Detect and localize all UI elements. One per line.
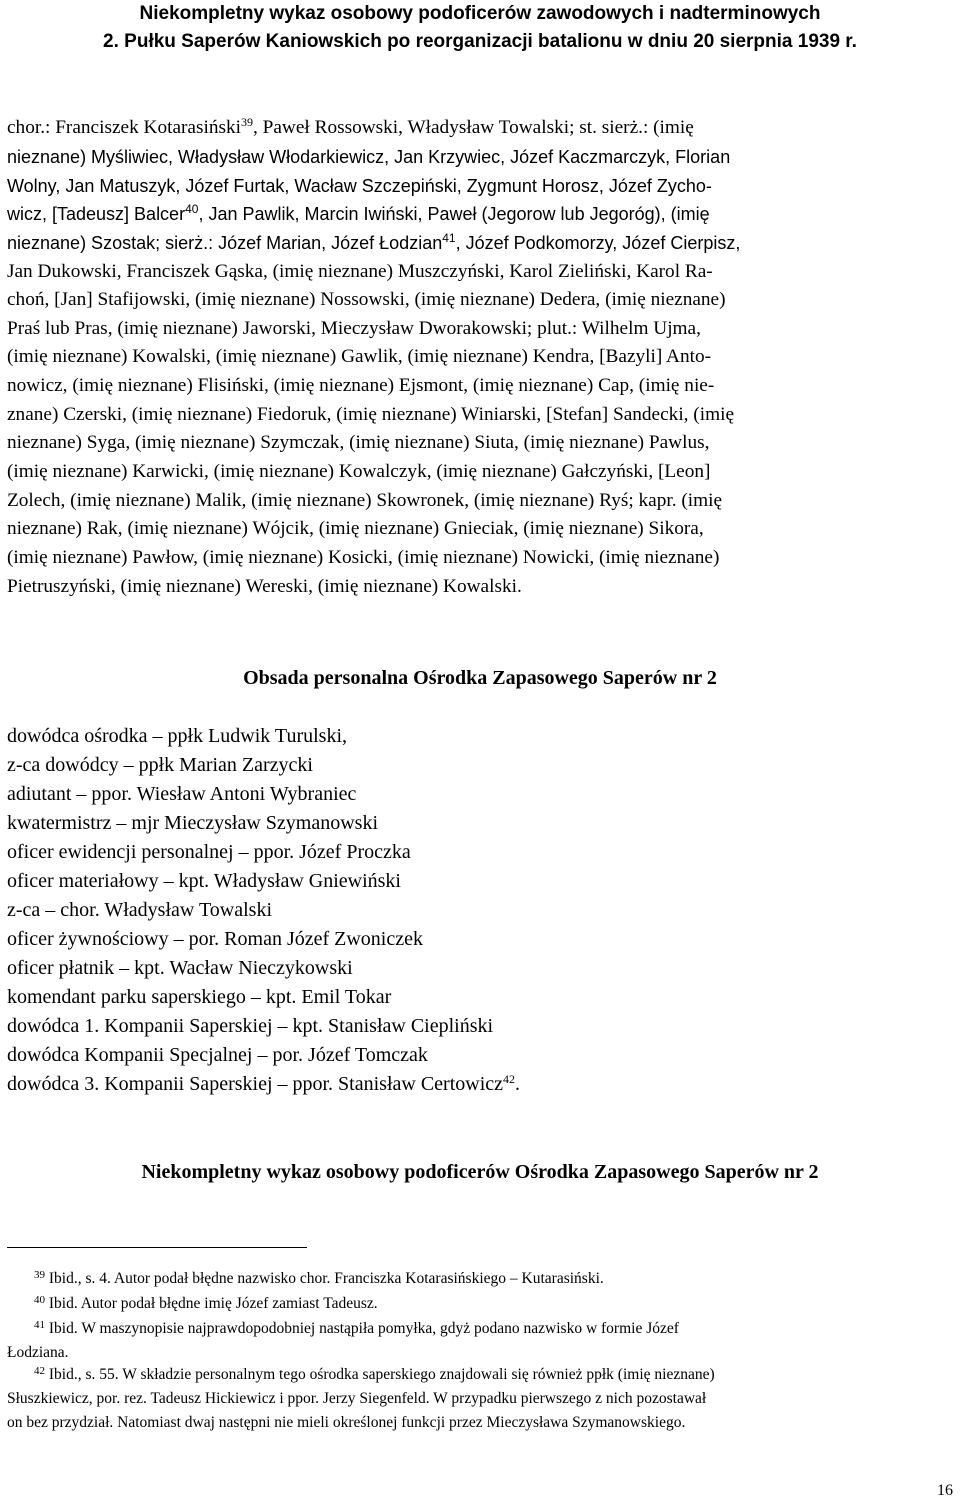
staff-item-end: . bbox=[515, 1073, 521, 1095]
paragraph-line bbox=[7, 200, 953, 229]
staff-item-text: dowódca 3. Kompanii Saperskiej – ppor. Stanisław Certowicz bbox=[7, 1073, 504, 1095]
paragraph-line: Jan Dukowski, Franciszek Gąska, (imię nieznane) Muszczyński, Karol Zieliński, Karol Ra- bbox=[7, 261, 713, 282]
footnote-number-sup: 39 bbox=[34, 1269, 45, 1281]
paragraph-text: , Paweł Rossowski, Władysław Towalski; st. sierż.: (imię bbox=[253, 117, 694, 138]
paragraph-line: Zolech, (imię nieznane) Malik, (imię nieznane) Skowronek, (imię nieznane) Ryś; kapr. (imię bbox=[7, 490, 723, 511]
footnote-text: Ibid., s. 4. Autor podał błędne nazwisko chor. Franciszka Kotarasińskiego – Kutarasiński. bbox=[48, 1270, 604, 1287]
footnote-text: Ibid., s. 55. W składzie personalnym tego ośrodka saperskiego znajdowali się również ppłk (imię nieznane) bbox=[48, 1366, 715, 1383]
page-number: 16 bbox=[937, 1482, 953, 1499]
staff-item: oficer ewidencji personalnej – ppor. Józef Proczka bbox=[7, 841, 411, 863]
footnote-41 bbox=[7, 1318, 953, 1340]
staff-item: komendant parku saperskiego – kpt. Emil Tokar bbox=[7, 986, 392, 1008]
staff-item: z-ca – chor. Władysław Towalski bbox=[7, 899, 273, 921]
paragraph-line bbox=[7, 114, 953, 143]
paragraph-text: nieznane) Szostak; sierż.: Józef Marian, Józef Łodzian bbox=[7, 233, 443, 253]
footnote-ref-41[interactable]: 41 bbox=[442, 231, 456, 245]
paragraph-line: nieznane) Myśliwiec, Władysław Włodarkiewicz, Jan Krzywiec, Józef Kaczmarczyk, Florian bbox=[7, 147, 731, 167]
staff-item: adiutant – ppor. Wiesław Antoni Wybraniec bbox=[7, 783, 357, 805]
paragraph-line: (imię nieznane) Kowalski, (imię nieznane) Gawlik, (imię nieznane) Kendra, [Bazyli] Anto- bbox=[7, 346, 712, 367]
paragraph-line: choń, [Jan] Stafijowski, (imię nieznane) Nossowski, (imię nieznane) Dedera, (imię nieznane) bbox=[7, 289, 726, 310]
paragraph-line: nieznane) Syga, (imię nieznane) Szymczak, (imię nieznane) Siuta, (imię nieznane) Pawlus, bbox=[7, 432, 710, 453]
paragraph-line: Praś lub Pras, (imię nieznane) Jaworski, Mieczysław Dworakowski; plut.: Wilhelm Ujma, bbox=[7, 318, 701, 339]
staff-list bbox=[7, 722, 907, 1099]
paragraph-line: nieznane) Rak, (imię nieznane) Wójcik, (imię nieznane) Gnieciak, (imię nieznane) Sikora, bbox=[7, 518, 704, 539]
footnote-ref-40[interactable]: 40 bbox=[185, 202, 199, 216]
staff-item: oficer materiałowy – kpt. Władysław Gniewiński bbox=[7, 870, 401, 892]
footnote-number-sup: 40 bbox=[34, 1294, 45, 1306]
footnote-42 bbox=[7, 1364, 953, 1386]
paragraph-line: Pietruszyński, (imię nieznane) Wereski, (imię nieznane) Kowalski. bbox=[7, 576, 522, 597]
footnote-40 bbox=[7, 1293, 953, 1315]
paragraph-line: (imię nieznane) Pawłow, (imię nieznane) Kosicki, (imię nieznane) Nowicki, (imię nieznane) bbox=[7, 547, 720, 568]
staff-item bbox=[7, 1070, 907, 1099]
page-heading-line-1: Niekompletny wykaz osobowy podoficerów zawodowych i nadterminowych bbox=[139, 3, 821, 24]
paragraph-text: , Jan Pawlik, Marcin Iwiński, Paweł (Jegorow lub Jegoróg), (imię bbox=[198, 204, 710, 224]
footnote-number bbox=[7, 1318, 45, 1340]
paragraph-line: (imię nieznane) Karwicki, (imię nieznane) Kowalczyk, (imię nieznane) Gałczyński, [Leon] bbox=[7, 461, 711, 482]
footnote-ref-39[interactable]: 39 bbox=[241, 115, 253, 129]
page-heading-line-2: 2. Pułku Saperów Kaniowskich po reorganizacji batalionu w dniu 20 sierpnia 1939 r. bbox=[103, 31, 857, 52]
staff-item: dowódca 1. Kompanii Saperskiej – kpt. Stanisław Ciepliński bbox=[7, 1015, 494, 1037]
footnote-42-line-2: Słuszkiewicz, por. rez. Tadeusz Hickiewicz i ppor. Jerzy Siegenfeld. W przypadku pierwszego z nich pozostawał bbox=[7, 1390, 707, 1407]
footnote-ref-42[interactable]: 42 bbox=[503, 1072, 516, 1086]
footnote-39 bbox=[7, 1268, 953, 1290]
section-heading-obsada: Obsada personalna Ośrodka Zapasowego Saperów nr 2 bbox=[243, 667, 717, 689]
footnote-number bbox=[7, 1293, 45, 1315]
paragraph-line: Wolny, Jan Matuszyk, Józef Furtak, Wacław Szczepiński, Zygmunt Horosz, Józef Zycho- bbox=[7, 176, 712, 196]
staff-item: dowódca ośrodka – ppłk Ludwik Turulski, bbox=[7, 725, 347, 747]
paragraph-line: nowicz, (imię nieznane) Flisiński, (imię nieznane) Ejsmont, (imię nieznane) Cap, (imię nie- bbox=[7, 375, 715, 396]
staff-item: oficer płatnik – kpt. Wacław Nieczykowski bbox=[7, 957, 353, 979]
paragraph-text: wicz, [Tadeusz] Balcer bbox=[7, 204, 186, 224]
footnote-number bbox=[7, 1268, 45, 1290]
paragraph-line: znane) Czerski, (imię nieznane) Fiedoruk, (imię nieznane) Winiarski, [Stefan] Sandecki, (imię bbox=[7, 404, 735, 425]
footnote-41-continued: Łodziana. bbox=[7, 1344, 69, 1361]
staff-item: kwatermistrz – mjr Mieczysław Szymanowski bbox=[7, 812, 379, 834]
staff-item: oficer żywnościowy – por. Roman Józef Zwoniczek bbox=[7, 928, 423, 950]
footnote-text: Ibid. W maszynopisie najprawdopodobniej nastąpiła pomyłka, gdyż podano nazwisko w formie Józef bbox=[48, 1320, 679, 1337]
section-heading-nco: Niekompletny wykaz osobowy podoficerów Ośrodka Zapasowego Saperów nr 2 bbox=[141, 1161, 819, 1183]
footnote-text: Ibid. Autor podał błędne imię Józef zamiast Tadeusz. bbox=[48, 1295, 378, 1312]
footnote-divider bbox=[7, 1247, 307, 1248]
paragraph-text: chor.: Franciszek Kotarasiński bbox=[7, 117, 241, 138]
footnote-number-sup: 41 bbox=[34, 1319, 45, 1331]
footnote-number-sup: 42 bbox=[34, 1365, 45, 1377]
staff-item: dowódca Kompanii Specjalnej – por. Józef Tomczak bbox=[7, 1044, 428, 1066]
paragraph-text: , Józef Podkomorzy, Józef Cierpisz, bbox=[455, 233, 741, 253]
staff-item: z-ca dowódcy – ppłk Marian Zarzycki bbox=[7, 754, 313, 776]
paragraph-line bbox=[7, 229, 953, 258]
footnote-number bbox=[7, 1364, 45, 1386]
footnote-42-line-3: on bez przydział. Natomiast dwaj następni nie mieli określonej funkcji przez Mieczysława Szymanowskiego. bbox=[7, 1414, 686, 1431]
